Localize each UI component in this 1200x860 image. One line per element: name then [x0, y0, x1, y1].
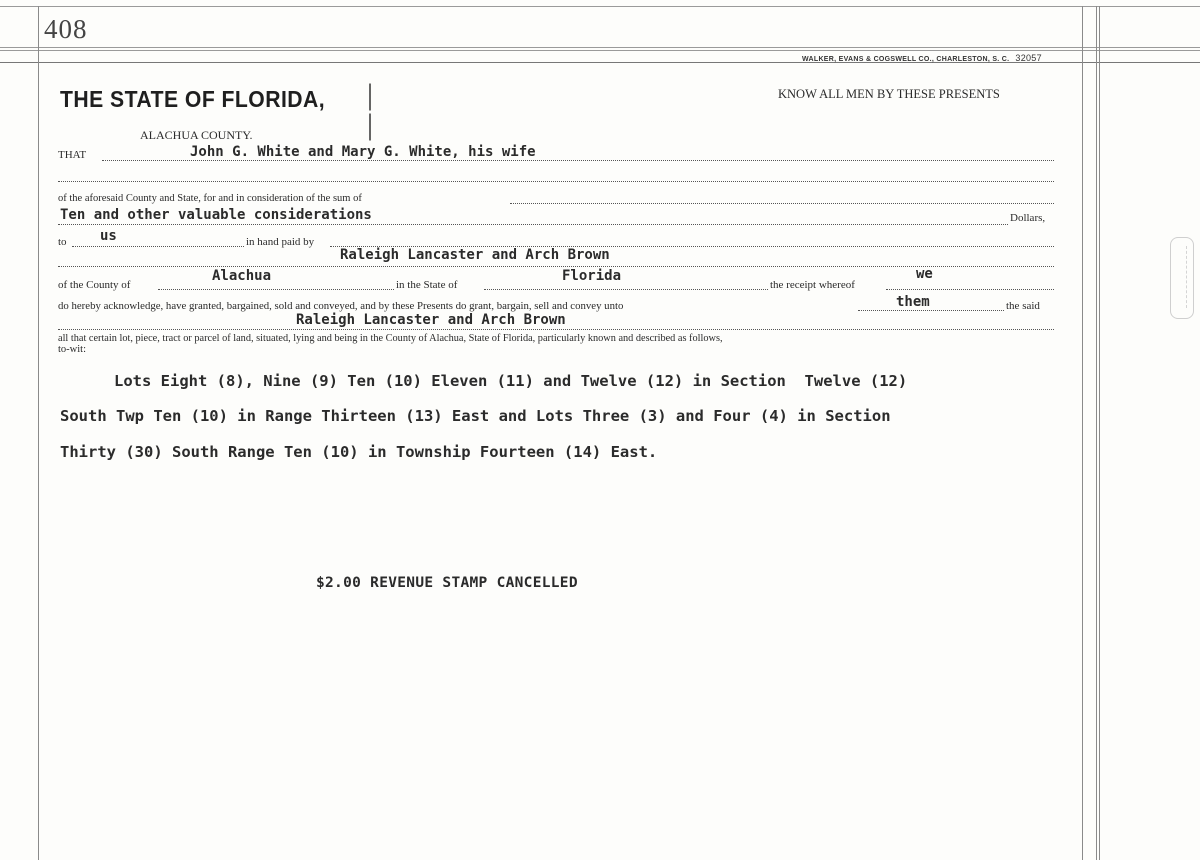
consideration-text: of the aforesaid County and State, for and in consideration of the sum of	[58, 193, 362, 204]
grantees-value-repeat: Raleigh Lancaster and Arch Brown	[296, 312, 566, 328]
hand-paid-label: in hand paid by	[246, 236, 315, 248]
to-fill-line	[72, 246, 244, 247]
binder-hole-mark	[1170, 237, 1194, 319]
dollars-label: Dollars,	[1010, 212, 1046, 224]
left-margin-line	[38, 6, 39, 860]
state-value: Florida	[562, 268, 622, 284]
sum-fill-line	[58, 224, 1008, 225]
to-label: to	[58, 236, 67, 248]
to-wit-label: to-wit:	[58, 344, 86, 355]
legal-description-line-1: Lots Eight (8), Nine (9) Ten (10) Eleven (11) and Twelve (12) in Section Twelve (12)	[114, 372, 908, 390]
grantors-value: John G. White and Mary G. White, his wife	[190, 144, 536, 160]
that-fill-line	[102, 160, 1054, 161]
receipt-value: we	[916, 266, 933, 282]
state-of-label: in the State of	[396, 279, 458, 291]
know-all-men: KNOW ALL MEN BY THESE PRESENTS	[778, 87, 1000, 101]
receipt-fill-line	[886, 289, 1054, 290]
printer-imprint	[802, 53, 1042, 63]
convey-to-value: them	[896, 294, 930, 310]
page-number: 408	[44, 14, 88, 44]
heading-brace: | |	[367, 78, 374, 141]
printer-name: WALKER, EVANS & COGSWELL CO., CHARLESTON, S. C.	[802, 56, 1010, 63]
right-margin-line	[1082, 6, 1083, 860]
blank-fill-line	[58, 181, 1054, 182]
land-description-intro: all that certain lot, piece, tract or parcel of land, situated, lying and being in the County of Alachua, State of Florida, particularly known and described as follows,	[58, 333, 723, 344]
county-value: Alachua	[212, 268, 272, 284]
right-margin-line-2	[1096, 6, 1097, 860]
legal-description-line-3: Thirty (30) South Range Ten (10) in Township Fourteen (14) East.	[60, 443, 658, 461]
state-fill-line	[484, 289, 768, 290]
revenue-stamp-note: $2.00 REVENUE STAMP CANCELLED	[316, 575, 578, 591]
grantees-value: Raleigh Lancaster and Arch Brown	[340, 247, 610, 263]
the-said-label: the said	[1006, 300, 1040, 312]
convey-fill-line	[858, 310, 1004, 311]
form-number: 32057	[1015, 53, 1042, 63]
header-rule	[0, 47, 1200, 48]
county-fill-line	[158, 289, 394, 290]
header-rule-2	[0, 50, 1200, 51]
consideration-fill-line	[510, 203, 1054, 204]
legal-description-line-2: South Twp Ten (10) in Range Thirteen (13) East and Lots Three (3) and Four (4) in Section	[60, 407, 891, 425]
top-border	[0, 6, 1200, 7]
right-margin-line-3	[1099, 6, 1100, 860]
county-heading: ALACHUA COUNTY.	[140, 128, 253, 142]
that-label: THAT	[58, 149, 87, 161]
paid-to-value: us	[100, 228, 117, 244]
acknowledge-text: do hereby acknowledge, have granted, bargained, sold and conveyed, and by these Presents do grant, bargain, sell and convey unto	[58, 300, 624, 312]
receipt-label: the receipt whereof	[770, 279, 855, 291]
county-of-label: of the County of	[58, 279, 131, 291]
state-title: THE STATE OF FLORIDA,	[60, 86, 326, 112]
grantees-fill-line	[58, 266, 1054, 267]
grantees-repeat-fill-line	[58, 329, 1054, 330]
sum-value: Ten and other valuable considerations	[60, 207, 372, 223]
